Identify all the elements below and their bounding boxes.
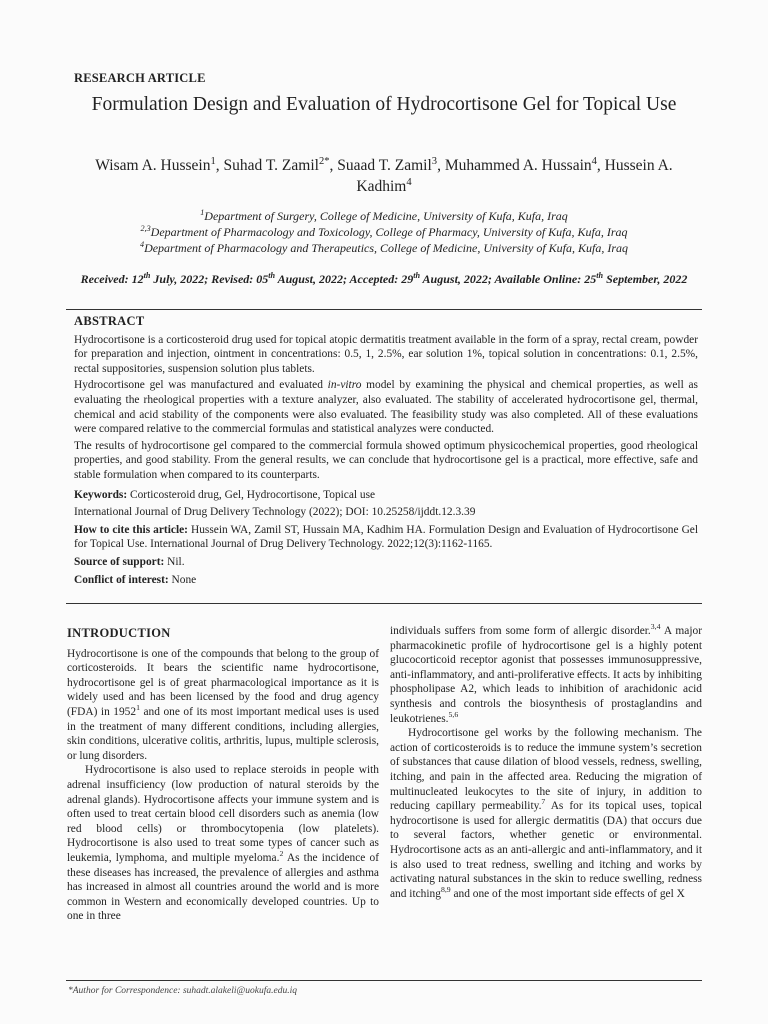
citation-sup: 7: [541, 797, 546, 807]
body-paragraph: [390, 726, 702, 901]
abstract-top-rule: [66, 309, 702, 310]
article-title: Formulation Design and Evaluation of Hydrocortisone Gel for Topical Use: [91, 94, 677, 115]
affiliation-sup: 2,3: [140, 224, 151, 233]
online-rest: September, 2022: [603, 272, 688, 286]
accepted-rest: August, 2022;: [420, 272, 495, 286]
journal-doi-line: International Journal of Drug Delivery Technology (2022); DOI: 10.25258/ijddt.12.3.39: [74, 506, 476, 519]
section-heading: INTRODUCTION: [67, 626, 171, 640]
body-paragraph: [67, 647, 379, 764]
support-line: [74, 555, 698, 570]
body-text: As the incidence of these diseases has increased, the prevalence of allergies and asthma has increased in almost all countries around the world and is more common in Western and economically developed countries. Up to one in three: [67, 851, 380, 923]
revised-label: Revised:: [211, 272, 257, 286]
ordinal-sup: th: [596, 271, 604, 280]
keywords-label: Keywords:: [74, 488, 128, 501]
online-label: Available Online:: [494, 272, 585, 286]
conflict-line: [74, 573, 698, 588]
accepted-label: Accepted:: [349, 272, 402, 286]
author-name: Suhad T. Zamil: [223, 157, 319, 174]
body-text: As for its topical uses, topical hydrocortisone is used for allergic dermatitis (DA) that occurs due to several factors, whether genetic or environmental. Hydrocortisone acts as an anti-allergic and anti-inflammatory, and it is also used to treat redness, swelling and itching and works by activating natural substances in the skin to reduce swelling, redness and itching: [390, 800, 702, 900]
abstract-paragraph: The results of hydrocortisone gel compared to the commercial formula showed optimum physicochemical properties, good rheological properties, and good stability. From the general results, we can conclude that hydrocortisone gel is a practical, more effective, safe and stable formulation when compared to its counterparts.: [74, 439, 698, 481]
author-affiliation-sup: 4: [591, 155, 597, 167]
author-separator: ,: [437, 157, 445, 174]
footer-rule: [66, 980, 702, 981]
abstract-paragraph: [74, 378, 698, 436]
abstract-box: [74, 314, 698, 590]
ordinal-sup: th: [268, 271, 276, 280]
support-label: Source of support:: [74, 555, 165, 568]
support-value: Nil.: [164, 555, 185, 568]
abstract-text: model by examining the physical and chemical properties, as well as evaluating the rheological properties with a texture analyzer, also evaluated. The stability of accelerated hydrocortisone gel, thermal, chemical and acid stability of the components were also evaluated. The feasibility study was also completed. All of these evaluations were compared relative to the commercial formulas and statistical analyzes were conducted.: [74, 379, 698, 436]
author-separator: ,: [329, 157, 338, 174]
body-column-right: [390, 624, 702, 901]
abstract-paragraph: Hydrocortisone is a corticosteroid drug used for topical atopic dermatitis treatment available in the form of a spray, rectal cream, powder for preparation and injection, ointment in concentrations: 0.5, 1, 2.5%, ear solution 1%, topical solution in concentrations: 0.1, 2.5%, rectal suppositories, suspension solution plus tablets.: [74, 333, 698, 375]
affiliation-line: [70, 224, 698, 240]
body-paragraph: [390, 624, 702, 726]
affiliation-sup: 1: [200, 208, 205, 217]
received-rest: July, 2022;: [150, 272, 212, 286]
article-type-label: RESEARCH ARTICLE: [74, 71, 206, 85]
received-day: 12: [131, 272, 144, 286]
author-separator: ,: [215, 157, 224, 174]
citation-label: How to cite this article:: [74, 523, 188, 536]
abstract-bottom-rule: [66, 603, 702, 604]
citation-sup: 1: [136, 703, 140, 713]
affiliation-line: [70, 240, 698, 256]
citation-sup: 8,9: [440, 884, 451, 894]
body-text: A major pharmacokinetic profile of hydrocortisone gel is a highly potent glucocorticoid receptor agonist that possesses immunosuppressive, anti-inflammatory, and anti-proliferative effects. It acts by inhibiting phospholipase A2, which leads to inhibition of arachidonic acid synthesis and controls the biosynthesis of prostaglandins and leukotrienes.: [390, 625, 703, 725]
conflict-value: None: [168, 573, 197, 586]
ordinal-sup: th: [413, 271, 420, 280]
citation-sup: 3,4: [650, 622, 661, 632]
affiliation-text: Department of Surgery, College of Medicine, University of Kufa, Kufa, Iraq: [204, 209, 568, 223]
citation-sup: 2: [279, 849, 284, 859]
author-affiliation-sup: 2*: [318, 155, 330, 167]
author-affiliation-sup: 3: [431, 155, 438, 167]
body-text: Hydrocortisone gel works by the following mechanism. The action of corticosteroids is to reduce the immune system’s secretion of substances that cause dilation of blood vessels, redness, swelling, itching, and pain in the affected area. Reducing the migration of multinucleated leukocytes to the site of injury, in addition to reducing capillary permeability.: [390, 727, 702, 813]
author-name: Suaad T. Zamil: [337, 157, 432, 174]
body-text: and one of the most important side effects of gel X: [450, 887, 685, 900]
body-text: and one of its most important medical uses is used in the treatment of many different conditions, including allergies, skin conditions, ulcerative colitis, arthritis, lupus, multiple sclerosis, or lung disorders.: [67, 705, 379, 762]
revised-day: 05: [256, 272, 269, 286]
body-text: Hydrocortisone is also used to replace steroids in people with adrenal insufficiency (low production of natural steroids by the adrenal glands). Hydrocortisone affects your immune system and is often used to treat certain blood cell disorders such as anemia (low red blood cells) or thrombocytopenia (low platelets). Hydrocortisone is also used to treat some types of cancer such as leukemia, lymphoma, and multiple myeloma.: [67, 764, 379, 864]
author-list: [70, 155, 698, 197]
keywords-value: Corticosteroid drug, Gel, Hydrocortisone, Topical use: [127, 488, 376, 501]
author-affiliation-sup: 4: [406, 176, 412, 188]
affiliation-text: Department of Pharmacology and Toxicology, College of Pharmacy, University of Kufa, Kufa, Iraq: [150, 225, 628, 239]
citation-line: [74, 523, 698, 552]
correspondence-footnote: *Author for Correspondence: suhadt.alakeli@uokufa.edu.iq: [68, 986, 297, 996]
affiliation-text: Department of Pharmacology and Therapeutics, College of Medicine, University of Kufa, Kufa, Iraq: [144, 241, 628, 255]
conflict-label: Conflict of interest:: [74, 573, 169, 586]
online-day: 25: [584, 272, 597, 286]
citation-sup: 5,6: [448, 709, 459, 719]
body-text: Hydrocortisone is one of the compounds that belong to the group of corticosteroids. It bears the scientific name hydrocortisone, hydrocortisone gel is of great pharmacological importance as it is widely used and has been licensed by the food and drug agency (FDA) in 1952: [67, 647, 379, 718]
citation-value: Hussein WA, Zamil ST, Hussain MA, Kadhim HA. Formulation Design and Evaluation of Hydrocortisone Gel for Topical Use. International Journal of Drug Delivery Technology. 2022;12(3):1162-1165.: [74, 523, 699, 551]
affiliation-line: [70, 208, 698, 224]
author-name: Muhammed A. Hussain: [444, 157, 592, 174]
abstract-italic: in-vitro: [327, 379, 362, 392]
body-text: individuals suffers from some form of allergic disorder.: [390, 625, 651, 637]
author-name: Wisam A. Hussein: [95, 157, 211, 174]
body-column-left: [67, 626, 379, 924]
keywords-line: [74, 488, 698, 503]
revised-rest: August, 2022;: [275, 272, 350, 286]
abstract-text: Hydrocortisone gel was manufactured and evaluated: [74, 379, 328, 392]
author-affiliation-sup: 1: [210, 155, 216, 167]
received-label: Received:: [80, 272, 132, 286]
affiliation-list: [70, 208, 698, 256]
ordinal-sup: th: [143, 271, 151, 280]
publication-dates: [70, 272, 698, 287]
affiliation-sup: 4: [139, 240, 145, 249]
abstract-heading: ABSTRACT: [74, 314, 145, 328]
body-paragraph: [67, 763, 379, 924]
accepted-day: 29: [401, 272, 414, 286]
author-name: Hussein A. Kadhim: [356, 157, 673, 195]
author-separator: ,: [596, 157, 605, 174]
